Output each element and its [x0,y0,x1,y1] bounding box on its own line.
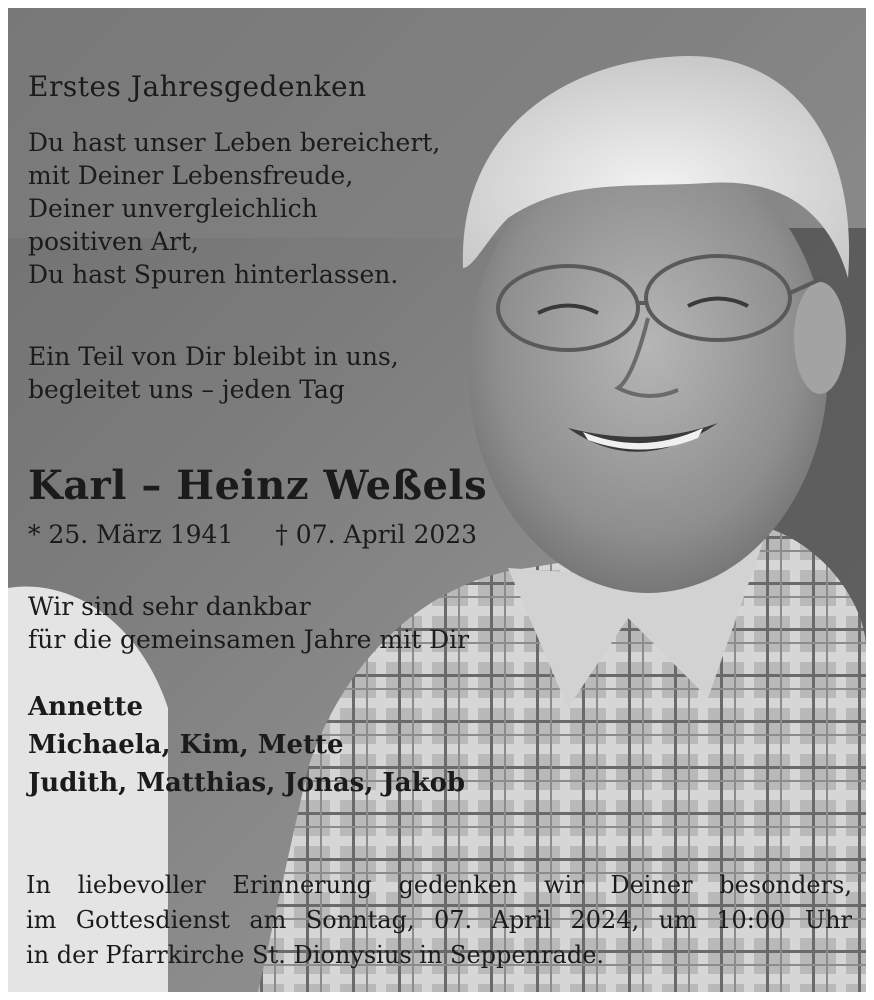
poem-line: Deiner unvergleichlich [28,194,318,223]
family-line: Annette [28,692,144,722]
poem-line: Du hast Spuren hinterlassen. [28,260,399,289]
poem-line: Ein Teil von Dir bleibt in uns, [28,342,399,371]
memorial-service-text [26,868,852,973]
memorial-line: In liebevoller Erinnerung gedenken wir Deiner besonders, [26,871,852,899]
poem-line: positiven Art, [28,227,199,256]
thanks-line: Wir sind sehr dankbar [28,592,311,621]
death-date: † 07. April 2023 [275,520,478,549]
family-line: Judith, Matthias, Jonas, Jakob [28,768,466,798]
thanks-line: für die gemeinsamen Jahre mit Dir [28,625,470,654]
poem-line: mit Deiner Lebensfreude, [28,161,354,190]
family-signatures [28,688,465,802]
poem-line: begleitet uns – jeden Tag [28,375,345,404]
poem-verse-2 [28,340,399,406]
poem-line: Du hast unser Leben bereichert, [28,128,441,157]
thanks-text [28,590,469,656]
birth-date: * 25. März 1941 [28,520,234,549]
memorial-line: in der Pfarrkirche St. Dionysius in Seppenrade. [26,941,605,969]
memorial-line: im Gottesdienst am Sonntag, 07. April 2024, um 10:00 Uhr [26,906,852,934]
deceased-name: Karl – Heinz Weßels [28,462,488,509]
notice-heading: Erstes Jahresgedenken [28,70,367,103]
life-dates [28,520,477,549]
family-line: Michaela, Kim, Mette [28,730,344,760]
poem-verse-1 [28,126,440,291]
